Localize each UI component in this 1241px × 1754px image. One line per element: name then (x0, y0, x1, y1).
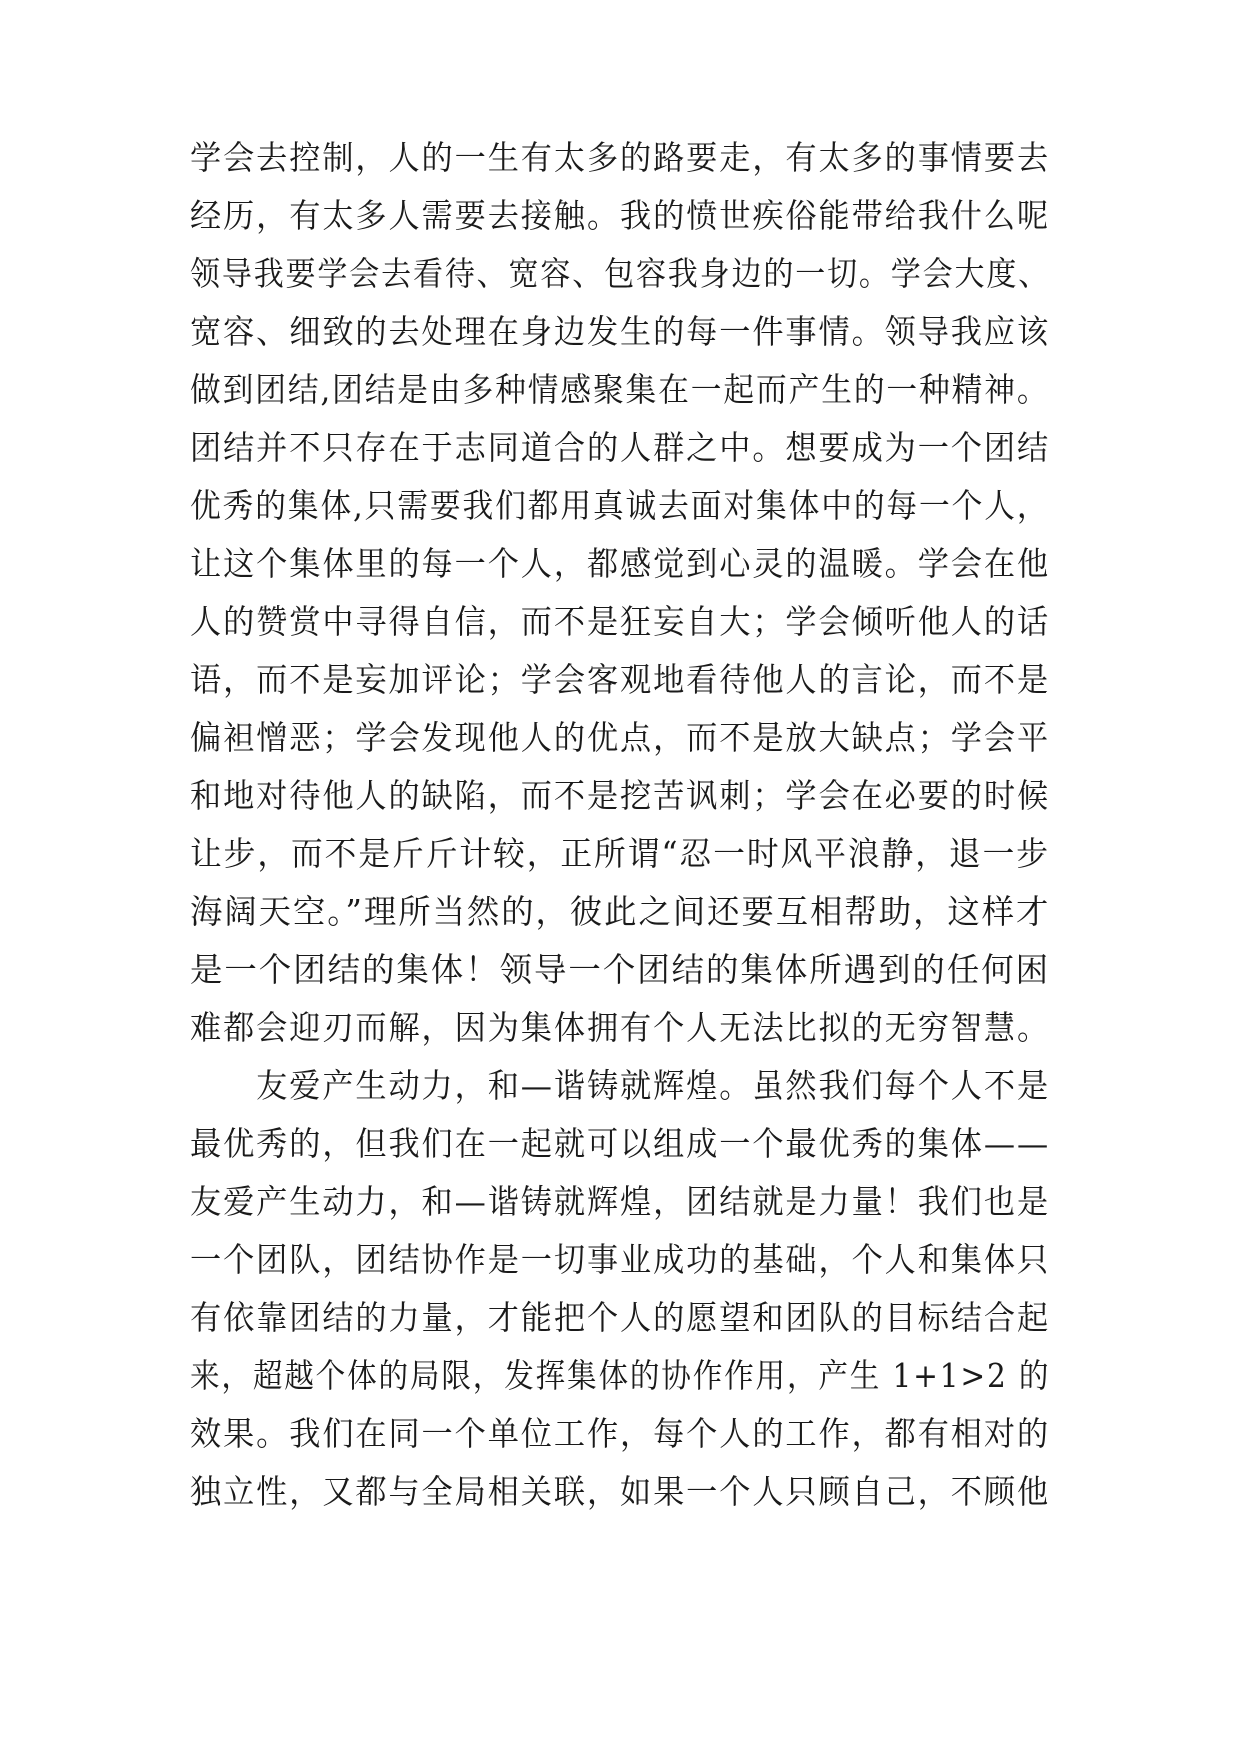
text-line: 宽容、细致的去处理在身边发生的每一件事情。领导我应该 (190, 312, 1051, 351)
text-line: 难都会迎刃而解，因为集体拥有个人无法比拟的无穷智慧。 (190, 1008, 1051, 1047)
text-line: 偏袒憎恶；学会发现他人的优点，而不是放大缺点；学会平 (190, 718, 1051, 757)
text-line: 来，超越个体的局限，发挥集体的协作作用，产生 1+1>2 的 (190, 1356, 1051, 1395)
text-line: 优秀的集体,只需要我们都用真诚去面对集体中的每一个人， (190, 486, 1050, 525)
text-line: 团结并不只存在于志同道合的人群之中。想要成为一个团结 (190, 428, 1051, 467)
text-line: 最优秀的，但我们在一起就可以组成一个最优秀的集体—— (190, 1124, 1051, 1163)
text-line: 经历，有太多人需要去接触。我的愤世疾俗能带给我什么呢 (190, 196, 1051, 235)
text-line: 一个团队，团结协作是一切事业成功的基础，个人和集体只 (190, 1240, 1051, 1279)
text-line: 友爱产生动力，和—谐铸就辉煌，团结就是力量！我们也是 (190, 1182, 1051, 1221)
text-line: 有依靠团结的力量，才能把个人的愿望和团队的目标结合起 (190, 1298, 1051, 1337)
text-line: 做到团结,团结是由多种情感聚集在一起而产生的一种精神。 (190, 370, 1050, 409)
text-line: 独立性，又都与全局相关联，如果一个人只顾自己，不顾他 (190, 1472, 1051, 1511)
paragraph-start-line: 友爱产生动力，和—谐铸就辉煌。虽然我们每个人不是 (190, 1066, 1051, 1105)
text-line: 效果。我们在同一个单位工作，每个人的工作，都有相对的 (190, 1414, 1051, 1453)
text-line: 是一个团结的集体！领导一个团结的集体所遇到的任何困 (190, 950, 1051, 989)
text-line: 领导我要学会去看待、宽容、包容我身边的一切。学会大度、 (190, 254, 1051, 293)
text-line: 海阔天空。”理所当然的，彼此之间还要互相帮助，这样才 (190, 892, 1051, 931)
text-line: 人的赞赏中寻得自信，而不是狂妄自大；学会倾听他人的话 (190, 602, 1051, 641)
text-line: 让步，而不是斤斤计较，正所谓“忍一时风平浪静，退一步 (190, 834, 1050, 873)
text-line: 学会去控制，人的一生有太多的路要走，有太多的事情要去 (190, 138, 1051, 177)
text-line: 让这个集体里的每一个人，都感觉到心灵的温暖。学会在他 (190, 544, 1051, 583)
text-line: 和地对待他人的缺陷，而不是挖苦讽刺；学会在必要的时候 (190, 776, 1051, 815)
text-line: 语，而不是妄加评论；学会客观地看待他人的言论，而不是 (190, 660, 1051, 699)
